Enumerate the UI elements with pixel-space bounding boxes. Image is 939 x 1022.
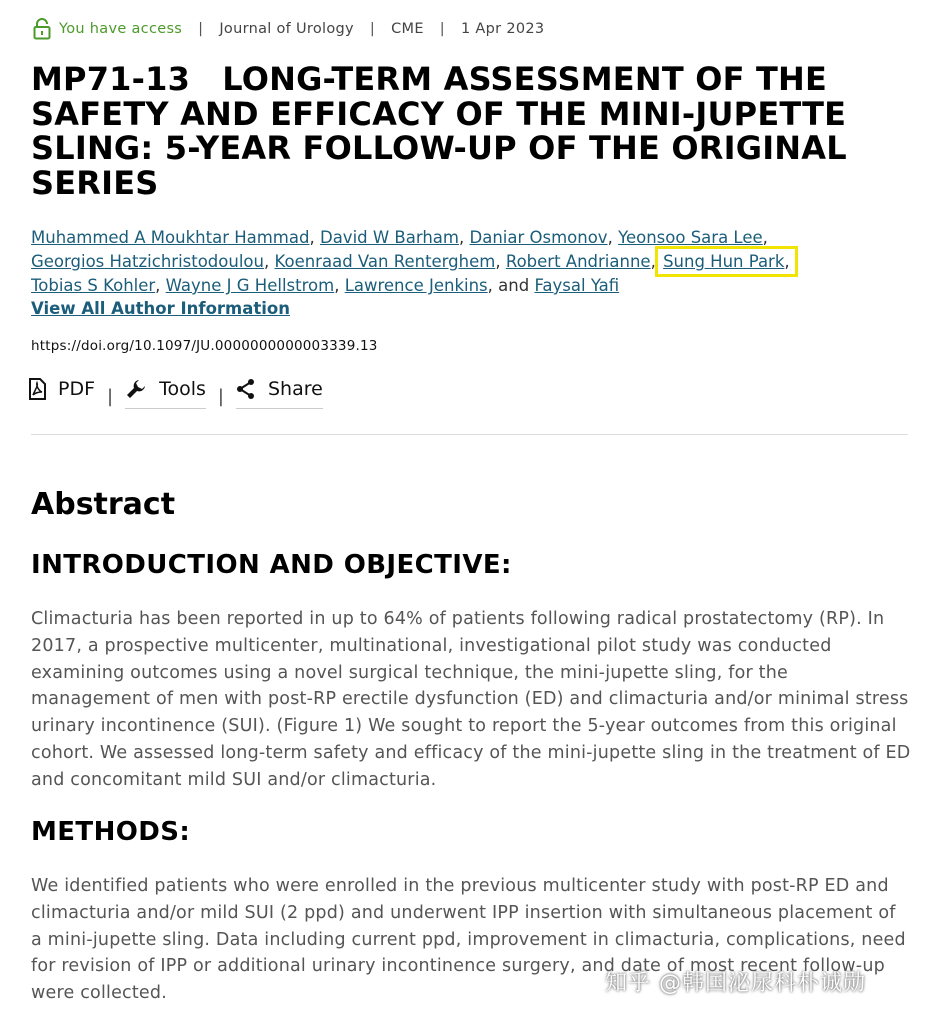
article-title: MP71-13 LONG-TERM ASSESSMENT OF THE SAFETY AND EFFICACY OF THE MINI-JUPETTE SLING: 5-YEAR FOLLOW-UP OF THE ORIGINAL SERIES [31,60,847,202]
author-separator: , [263,252,275,271]
pdf-label: PDF [58,378,96,400]
tools-button[interactable] [125,378,206,409]
author-link[interactable]: Wayne J G Hellstrom [165,276,335,295]
author-separator: , [607,228,619,247]
share-button[interactable] [236,378,323,409]
author-separator: , [459,228,470,247]
journal-name[interactable]: Journal of Urology [219,21,354,37]
highlighted-author-box: Sung Hun Park, [663,252,790,271]
tools-label: Tools [159,378,206,400]
article-toolbar [28,378,323,409]
author-separator: , [762,228,768,247]
article-meta-row [33,18,544,40]
author-separator: , [495,252,506,271]
intro-paragraph: Climacturia has been reported in up to 64% of patients following radical prostatectomy (RP). In 2017, a prospective multicenter, multinational, investigational pilot study was conducted examining outcomes using a novel surgical technique, the mini-jupette sling, for the management of men with post-RP erectile dysfunction (ED) and climacturia and/or minimal stress urinary incontinence (SUI). (Figure 1) We sought to report the 5-year outcomes from this original cohort. We assessed long-term safety and efficacy of the mini-jupette sling in the treatment of ED and concomitant mild SUI and/or climacturia. [31,609,911,790]
article-category: CME [391,21,424,37]
author-separator: , [487,276,499,295]
section-divider [31,434,908,435]
share-icon [236,378,256,400]
author-link[interactable]: Muhammed A Moukhtar Hammad [31,228,310,247]
author-link[interactable]: Faysal Yafi [534,276,620,295]
access-label: You have access [59,21,183,37]
toolbar-divider: | [217,386,224,407]
publication-date: 1 Apr 2023 [460,21,545,37]
author-separator: , [650,252,662,271]
author-separator: , [334,276,345,295]
author-link-highlighted[interactable]: Sung Hun Park [663,252,785,271]
wrench-icon [125,378,147,400]
methods-heading: METHODS: [31,817,191,847]
author-separator: , [309,228,320,247]
toolbar-divider: | [107,386,114,407]
pdf-button[interactable] [28,378,95,408]
author-separator: , [155,276,166,295]
author-and: and [498,276,530,295]
author-link[interactable]: Lawrence Jenkins [344,276,488,295]
author-list [31,226,851,298]
watermark: 知乎 @韩国泌尿科朴诚勋 [605,971,866,996]
meta-separator: | [369,21,376,37]
author-link[interactable]: Robert Andrianne [505,252,651,271]
access-status [33,18,182,40]
abstract-heading: Abstract [31,487,176,522]
author-link[interactable]: David W Barham [319,228,459,247]
author-link[interactable]: Tobias S Kohler [31,276,156,295]
author-link[interactable]: Daniar Osmonov [469,228,608,247]
methods-paragraph: We identified patients who were enrolled in the previous multicenter study with post-RP ED and climacturia and/or mild SUI (2 ppd) and underwent IPP insertion with simultaneous placement of a mini-jupette sling. Data including current ppd, improvement in climacturia, complications, need for revision of IPP or additional urinary incontinence surgery, and date of most recent follow-up were collected. [31,876,906,1004]
share-label: Share [268,378,323,400]
author-link[interactable]: Yeonsoo Sara Lee [618,228,763,247]
view-all-author-info-link[interactable]: View All Author Information [31,299,290,318]
pdf-icon [28,378,46,400]
author-link[interactable]: Koenraad Van Renterghem [274,252,496,271]
meta-separator: | [198,21,204,37]
intro-heading: INTRODUCTION AND OBJECTIVE: [31,550,512,580]
meta-separator: | [439,21,445,37]
lock-open-icon [33,18,51,40]
doi-link[interactable]: https://doi.org/10.1097/JU.0000000000003339.13 [31,338,378,354]
author-link[interactable]: Georgios Hatzichristodoulou [31,252,264,271]
